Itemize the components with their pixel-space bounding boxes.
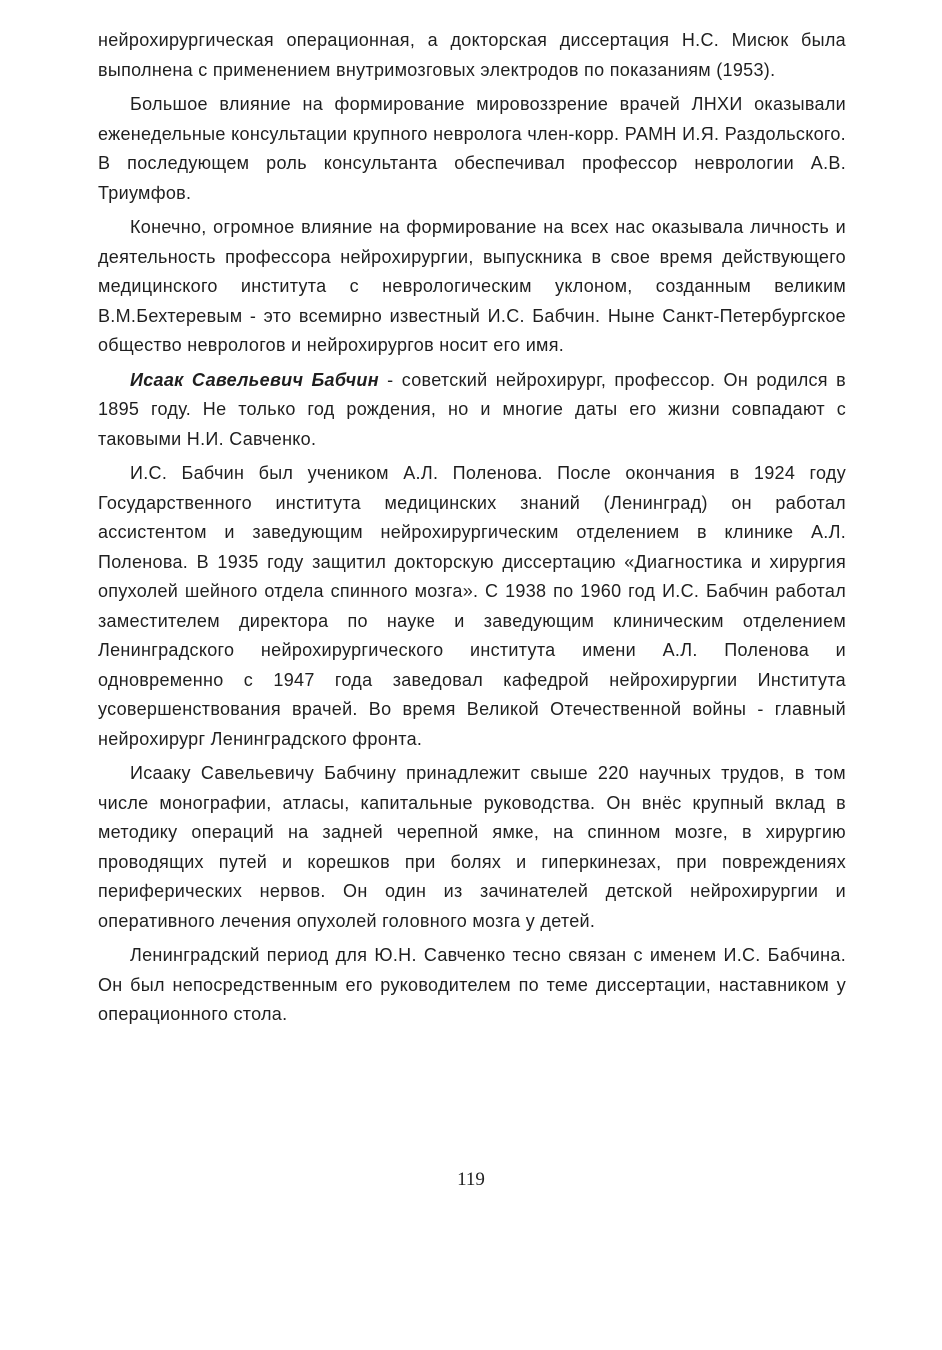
paragraph-1: нейрохирургическая операционная, а докторская диссертация Н.С. Мисюк была выполнена с применением внутримозговых электродов по показаниям (1953). xyxy=(98,30,846,80)
paragraph-7: Ленинградский период для Ю.Н. Савченко тесно связан с именем И.С. Бабчина. Он был непосредственным его руководителем по теме диссертации, наставником у операционного стола. xyxy=(98,945,846,1024)
paragraph-6: Исааку Савельевичу Бабчину принадлежит свыше 220 научных трудов, в том числе монографии, атласы, капитальные руководства. Он внёс крупный вклад в методику операций на задней черепной ямке, на спинном мозге, в хирургию проводящих путей и корешков при болях и гиперкинезах, при повреждениях периферических нервов. Он один из зачинателей детской нейрохирургии и оперативного лечения опухолей головного мозга у детей. xyxy=(98,763,846,931)
person-name-lead: Исаак Савельевич Бабчин xyxy=(130,369,379,390)
paragraph-3: Конечно, огромное влияние на формирование на всех нас оказывала личность и деятельность профессора нейрохирургии, выпускника в свое время действующего медицинского института с неврологическим уклоном, созданным великим В.М.Бехтеревым - это всемирно известный И.С. Бабчин. Ныне Санкт-Петербургское общество неврологов и нейрохирургов носит его имя. xyxy=(98,217,846,355)
paragraph-5: И.С. Бабчин был учеником А.Л. Поленова. После окончания в 1924 году Государственного института медицинских знаний (Ленинград) он работал ассистентом и заведующим нейрохирургическим отделением в клинике А.Л. Поленова. В 1935 году защитил докторскую диссертацию «Диагностика и хирургия опухолей шейного отдела спинного мозга». С 1938 по 1960 год И.С. Бабчин работал заместителем директора по науке и заведующим клиническим отделением Ленинградского нейрохирургического института имени А.Л. Поленова и одновременно с 1947 года заведовал кафедрой нейрохирургии Института усовершенствования врачей. Во время Великой Отечественной войны - главный нейрохирург Ленинградского фронта. xyxy=(98,463,846,749)
paragraph-4-text: - советский нейрохирург, профессор. Он родился в 1895 году. Не только год рождения, но и многие даты его жизни совпадают с таковыми Н.И. Савченко. xyxy=(98,369,846,449)
page-number: 119 xyxy=(457,1169,485,1190)
paragraph-2: Большое влияние на формирование мировоззрение врачей ЛНХИ оказывали еженедельные консультации крупного невролога член-корр. РАМН И.Я. Раздольского. В последующем роль консультанта обеспечивал профессор неврологии А.В. Триумфов. xyxy=(98,94,846,203)
paragraph-4 xyxy=(98,366,846,455)
body-text xyxy=(98,26,846,1030)
